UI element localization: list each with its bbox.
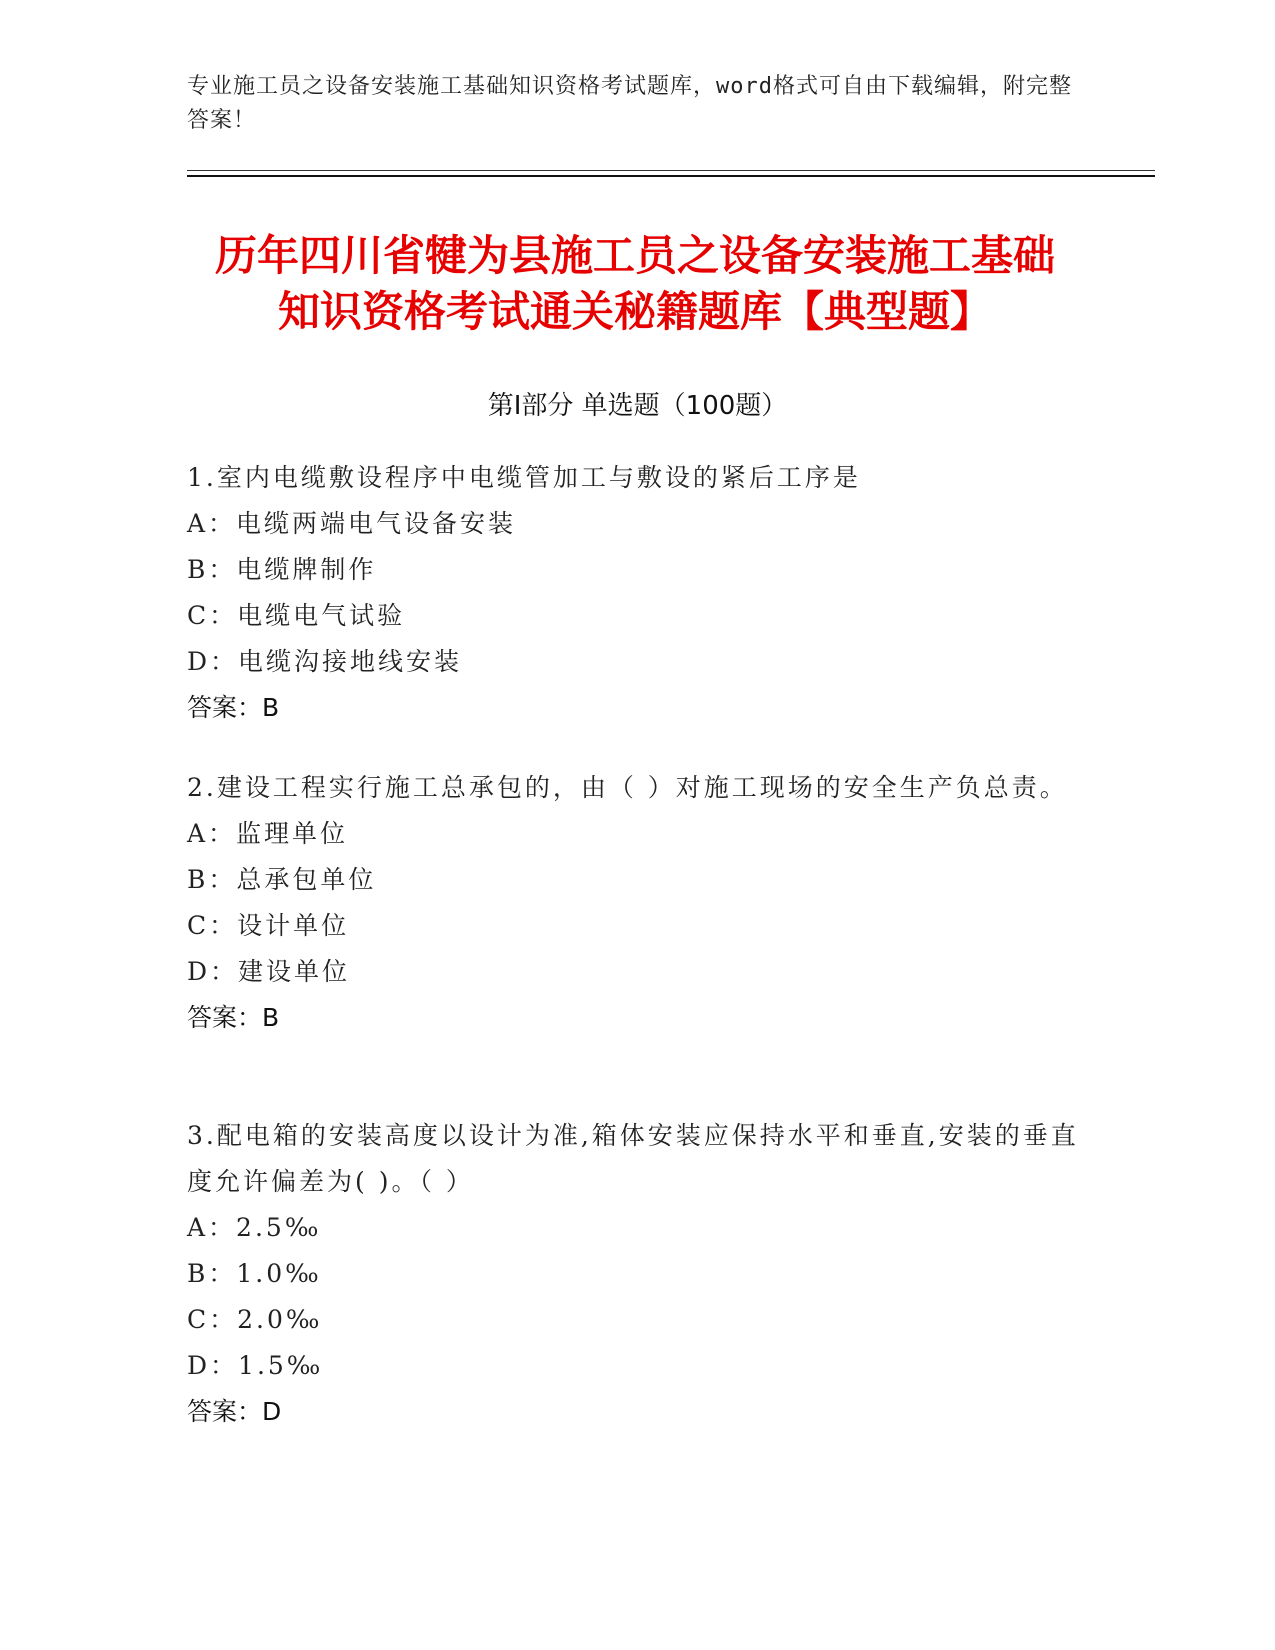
option-c: C：电缆电气试验: [187, 601, 406, 630]
question-stem: 1.室内电缆敷设程序中电缆管加工与敷设的紧后工序是: [187, 463, 861, 492]
option-b: B：1.0‰: [187, 1259, 322, 1288]
question-stem: 3.配电箱的安装高度以设计为准,箱体安装应保持水平和垂直,安装的垂直度允许偏差为( )。（ ）: [187, 1121, 1079, 1196]
option-d: D：1.5‰: [187, 1351, 324, 1380]
option-c: C：2.0‰: [187, 1305, 323, 1334]
option-b: B：电缆牌制作: [187, 555, 377, 584]
header-divider-thick: [187, 175, 1155, 177]
option-a: A：2.5‰: [187, 1213, 322, 1242]
option-a: A：电缆两端电气设备安装: [187, 509, 517, 538]
question-3: [187, 1113, 1087, 1435]
answer: 答案：B: [187, 1003, 280, 1032]
option-b: B：总承包单位: [187, 865, 377, 894]
document-title: 历年四川省犍为县施工员之设备安装施工基础知识资格考试通关秘籍题库【典型题】: [214, 231, 1055, 336]
answer: 答案：B: [187, 693, 280, 722]
option-d: D：建设单位: [187, 957, 351, 986]
option-d: D：电缆沟接地线安装: [187, 647, 463, 676]
question-2: [187, 765, 1087, 1041]
question-1: [187, 455, 1087, 731]
option-c: C：设计单位: [187, 911, 350, 940]
answer: 答案：D: [187, 1397, 282, 1426]
section-heading: 第Ⅰ部分 单选题（100题）: [487, 391, 788, 421]
option-a: A：监理单位: [187, 819, 349, 848]
header-divider-thin: [187, 170, 1155, 171]
header-note: 专业施工员之设备安装施工基础知识资格考试题库，word格式可自由下载编辑，附完整答案！: [187, 74, 1072, 133]
question-stem: 2.建设工程实行施工总承包的，由（ ）对施工现场的安全生产负总责。: [187, 773, 1068, 802]
